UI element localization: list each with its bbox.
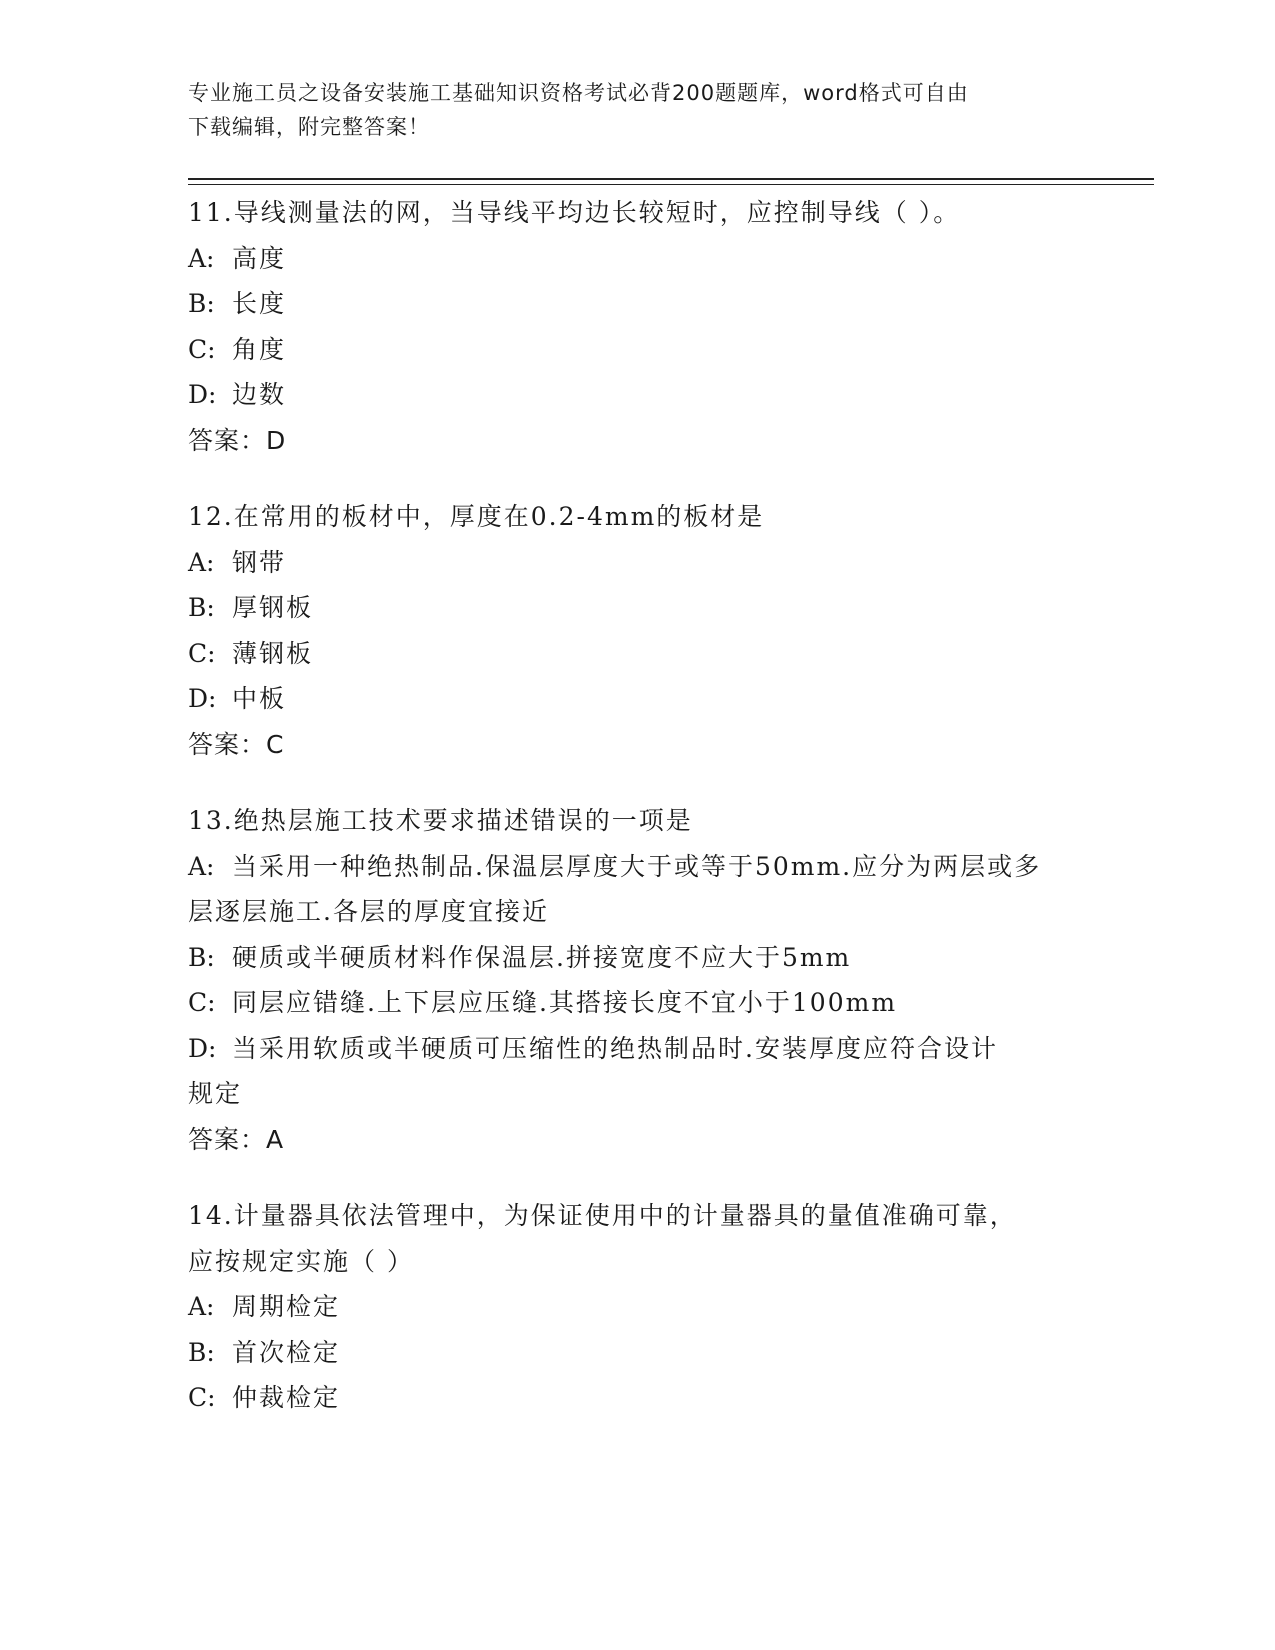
option-text: 薄钢板 xyxy=(232,638,314,668)
option-text: 层逐层施工.各层的厚度宜接近 xyxy=(188,897,549,926)
option-d xyxy=(188,1026,1088,1072)
question-list xyxy=(188,190,1088,1452)
option-text: 当采用一种绝热制品.保温层厚度大于或等于50mm.应分为两层或多 xyxy=(232,851,1042,881)
option-text: 当采用软质或半硬质可压缩性的绝热制品时.安装厚度应符合设计 xyxy=(232,1033,998,1063)
option-c xyxy=(188,327,1088,373)
option-key: B: xyxy=(188,942,215,972)
option-key: D: xyxy=(188,1033,217,1063)
option-a xyxy=(188,1284,1088,1330)
option-a xyxy=(188,540,1088,586)
question-block xyxy=(188,798,1088,1162)
option-key: C: xyxy=(188,334,216,364)
option-a xyxy=(188,889,1088,935)
option-text: 仲裁检定 xyxy=(232,1383,341,1412)
option-text: 首次检定 xyxy=(232,1337,341,1367)
option-b xyxy=(188,1330,1088,1376)
option-d xyxy=(188,1071,1088,1117)
option-b xyxy=(188,281,1088,327)
option-c xyxy=(188,631,1088,677)
answer-line: 答案：A xyxy=(188,1124,285,1154)
option-text: 钢带 xyxy=(232,547,287,577)
option-key: D: xyxy=(188,684,217,713)
option-text: 边数 xyxy=(232,380,287,409)
option-text: 硬质或半硬质材料作保温层.拼接宽度不应大于5mm xyxy=(232,942,852,972)
option-key: B: xyxy=(188,1337,215,1367)
option-key: A: xyxy=(188,1292,215,1321)
question-stem: 应按规定实施（ ） xyxy=(188,1246,414,1276)
option-text: 周期检定 xyxy=(232,1292,341,1321)
option-b xyxy=(188,585,1088,631)
question-stem: 14.计量器具依法管理中，为保证使用中的计量器具的量值准确可靠， xyxy=(188,1201,1017,1230)
option-key: C: xyxy=(188,638,216,668)
option-c xyxy=(188,980,1088,1026)
question-block xyxy=(188,190,1088,463)
option-key: D: xyxy=(188,380,217,409)
option-c xyxy=(188,1375,1088,1421)
answer-line: 答案：D xyxy=(188,425,287,455)
question-stem: 13.绝热层施工技术要求描述错误的一项是 xyxy=(188,806,693,835)
option-key: A: xyxy=(188,547,215,577)
option-a xyxy=(188,844,1088,890)
option-text: 长度 xyxy=(232,289,287,318)
option-text: 同层应错缝.上下层应压缝.其搭接长度不宜小于100mm xyxy=(232,988,898,1017)
option-key: C: xyxy=(188,988,216,1017)
option-key: A: xyxy=(188,851,215,881)
option-text: 中板 xyxy=(232,684,287,713)
question-block xyxy=(188,1193,1088,1421)
option-text: 高度 xyxy=(232,243,287,273)
question-stem: 12.在常用的板材中，厚度在0.2-4mm的板材是 xyxy=(188,502,765,531)
option-key: C: xyxy=(188,1383,216,1412)
option-text: 规定 xyxy=(188,1079,243,1108)
question-block xyxy=(188,494,1088,767)
header-line-1: 专业施工员之设备安装施工基础知识资格考试必背200题题库，word格式可自由 xyxy=(188,81,969,105)
option-b xyxy=(188,935,1088,981)
question-stem: 11.导线测量法的网，当导线平均边长较短时，应控制导线（ ）。 xyxy=(188,198,961,227)
option-d xyxy=(188,676,1088,722)
option-key: B: xyxy=(188,289,215,318)
document-header xyxy=(188,76,1088,144)
header-divider xyxy=(188,178,1154,185)
option-d xyxy=(188,372,1088,418)
option-text: 角度 xyxy=(232,334,287,364)
option-text: 厚钢板 xyxy=(232,593,314,622)
header-line-2: 下载编辑，附完整答案！ xyxy=(188,115,430,139)
answer-line: 答案：C xyxy=(188,729,285,759)
option-key: A: xyxy=(188,243,215,273)
option-key: B: xyxy=(188,593,215,622)
option-a xyxy=(188,236,1088,282)
